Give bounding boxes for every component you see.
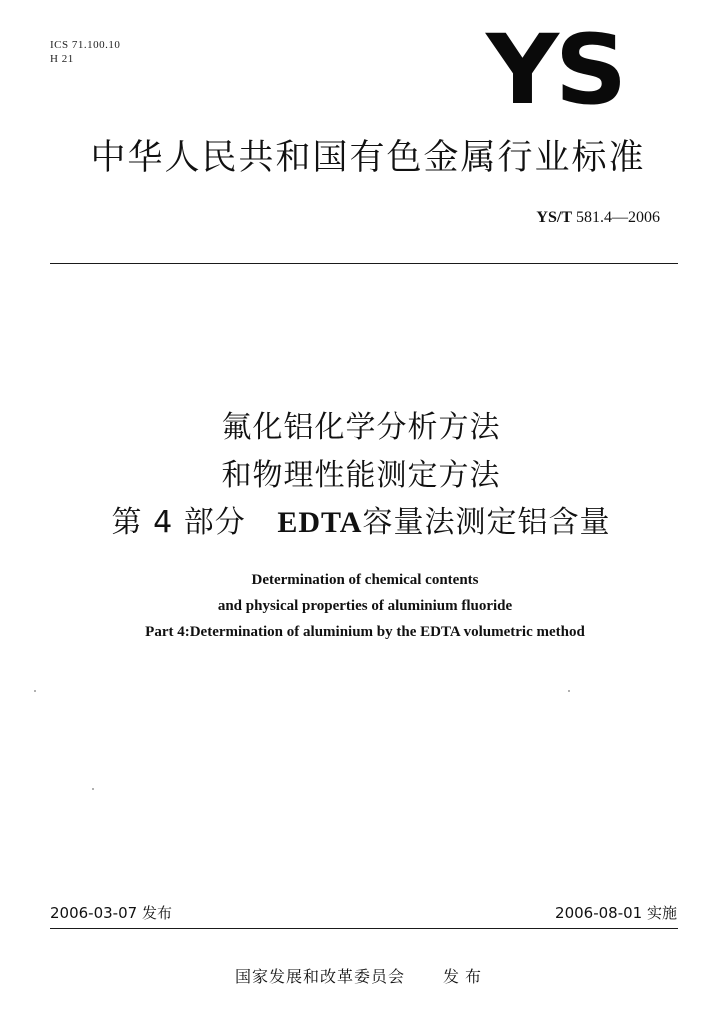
publisher-line: [0, 965, 722, 989]
cn-title-method: 容量法测定铝含量: [362, 505, 611, 540]
scan-speck: [34, 690, 36, 692]
en-title-line-2: and physical properties of aluminium fluoride: [217, 598, 513, 614]
standard-number: 581.4—2006: [576, 209, 660, 226]
standard-prefix: YS/T: [536, 209, 572, 226]
publisher-name: 国家发展和改革委员会: [234, 967, 405, 986]
ys-logo: YS: [486, 14, 624, 126]
cn-title-line-2: 和物理性能测定方法: [221, 458, 501, 493]
standard-code: [536, 208, 660, 228]
implementation-date: 2006-08-01 实施: [555, 904, 677, 922]
cn-title-line-1: 氟化铝化学分析方法: [221, 410, 501, 445]
footer-divider: [50, 928, 678, 929]
issue-date: 2006-03-07 发布: [50, 904, 172, 922]
organization-title: 中华人民共和国有色金属行业标准: [90, 138, 646, 178]
classification-codes: [50, 38, 120, 66]
ccs-code: H 21: [50, 53, 74, 65]
header-divider: [50, 263, 678, 264]
cn-title-part-label: 第 4 部分: [111, 505, 246, 540]
scan-speck: [568, 690, 570, 692]
cn-title-line-3: [40, 503, 682, 543]
ics-code: ICS 71.100.10: [50, 39, 121, 51]
publisher-action: 发布: [443, 967, 488, 986]
en-title-line-1: Determination of chemical contents: [251, 572, 479, 588]
cn-title-edta: EDTA: [277, 506, 363, 539]
en-title-line-3: Part 4:Determination of aluminium by the EDTA volumetric method: [145, 624, 585, 640]
scan-speck: [92, 788, 94, 790]
